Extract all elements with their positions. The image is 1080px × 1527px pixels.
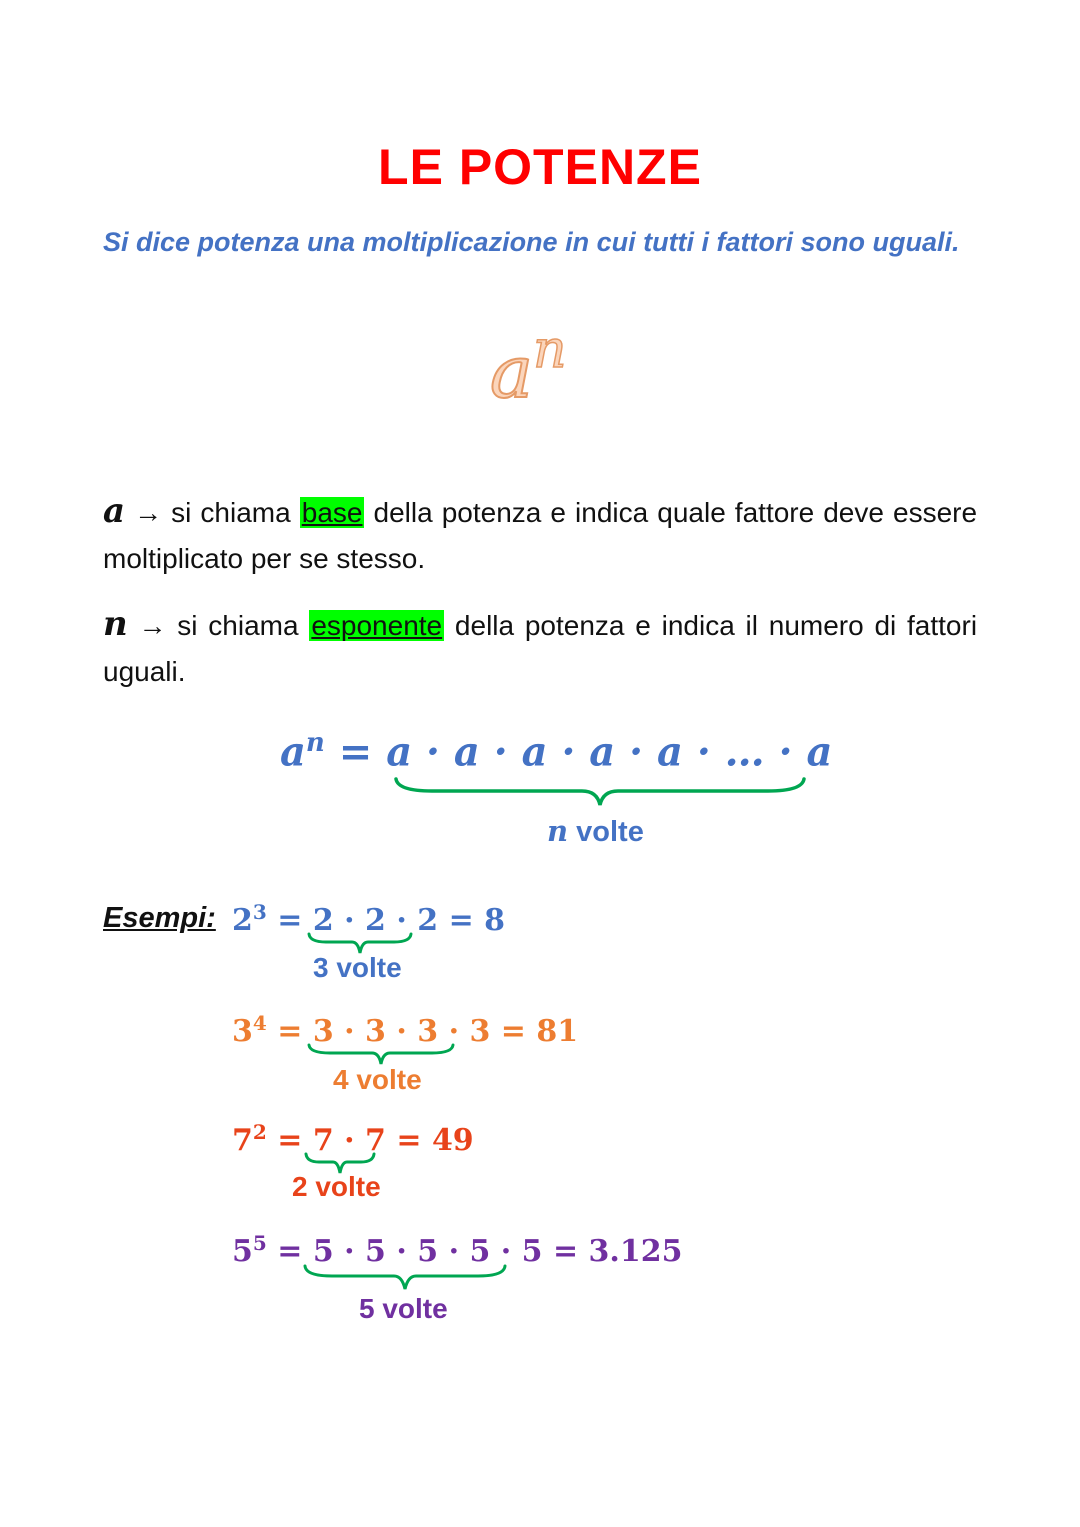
base-para-before: si chiama [171, 497, 291, 528]
exponent-paragraph [103, 601, 977, 695]
example-1-expansion: = 2 · 2 · 2 = 8 [277, 903, 506, 938]
example-3-exp: 2 [252, 1120, 267, 1144]
power-symbol [490, 320, 567, 414]
example-3-expansion: = 7 · 7 = 49 [277, 1123, 474, 1158]
exponent-para-after: della potenza e indica il numero di fattori uguali. [103, 610, 978, 687]
brace-label-text: volte [576, 816, 644, 848]
examples-label: Esempi: [103, 902, 216, 934]
base-term-highlight: base [301, 497, 363, 528]
example-1-base: 2 [232, 903, 253, 938]
general-formula [280, 728, 832, 775]
example-2-base: 3 [232, 1014, 253, 1049]
arrow-icon: → [138, 610, 167, 641]
example-4-brace [302, 1263, 508, 1293]
power-base: a [490, 330, 533, 414]
example-3-label: 2 volte [292, 1171, 381, 1202]
example-2-expansion: = 3 · 3 · 3 · 3 = 81 [277, 1014, 579, 1049]
exponent-term-highlight: esponente [311, 610, 443, 641]
base-paragraph [103, 488, 977, 582]
example-2-label: 4 volte [333, 1064, 422, 1095]
exponent-para-before: si chiama [177, 610, 299, 641]
general-brace-label [547, 814, 644, 849]
brace-label-var: n [547, 814, 569, 848]
example-1-label: 3 volte [313, 952, 402, 983]
formula-exponent: n [305, 728, 325, 758]
base-symbol: a [103, 491, 126, 531]
example-4-expansion: = 5 · 5 · 5 · 5 · 5 = 3.125 [277, 1234, 683, 1269]
example-2-exp: 4 [252, 1011, 267, 1035]
example-4-base: 5 [232, 1234, 253, 1269]
example-1-exp: 3 [252, 900, 267, 924]
exponent-symbol: n [103, 604, 128, 644]
example-3-base: 7 [232, 1123, 253, 1158]
example-4-exp: 5 [252, 1231, 267, 1255]
page-title: LE POTENZE [378, 139, 702, 195]
general-brace [392, 775, 808, 811]
power-exponent: n [532, 320, 567, 380]
base-para-after: della potenza e indica quale fattore deve essere moltiplicato per se stesso. [103, 497, 978, 574]
definition-text: Si dice potenza una moltiplicazione in cui tutti i fattori sono uguali. [103, 227, 960, 257]
example-4-label: 5 volte [359, 1293, 448, 1324]
formula-base: a [280, 728, 306, 776]
formula-expansion: = a · a · a · a · a · … · a [338, 728, 833, 776]
arrow-icon: → [134, 497, 163, 528]
